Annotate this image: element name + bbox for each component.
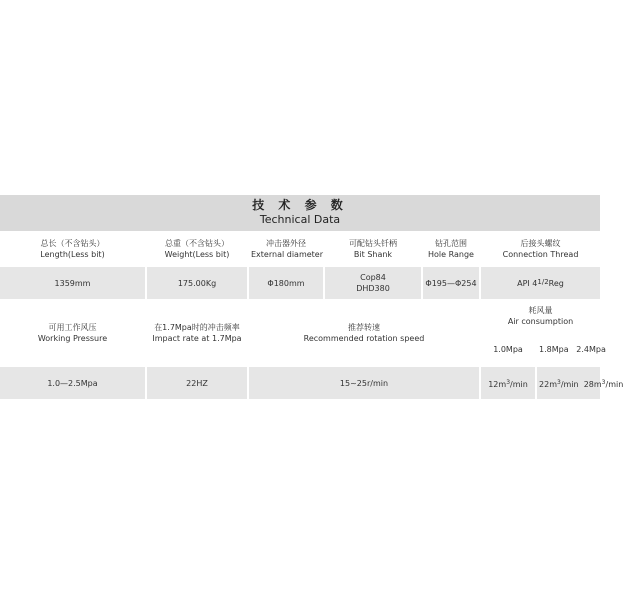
value-row-2 — [0, 366, 600, 400]
air-unit-3-prefix: m — [593, 379, 602, 389]
pressure-value: 1.0—2.5Mpa — [0, 366, 146, 400]
title-chinese: 技 术 参 数 — [252, 198, 348, 212]
air-unit-2-suffix: /min — [560, 379, 579, 389]
hole-range-value: Φ195—Φ254 — [422, 266, 480, 300]
impact-header — [146, 300, 248, 366]
air-value-3-number: 28 — [583, 379, 594, 389]
shank-value-2: DHD380 — [356, 284, 390, 293]
technical-data-table — [0, 232, 623, 401]
thread-header — [480, 232, 600, 266]
thread-suffix: Reg — [548, 279, 564, 288]
hole-range-label-en: Hole Range — [428, 249, 474, 259]
thread-fraction: 1/2 — [537, 278, 549, 286]
diameter-label-cn: 冲击器外径 — [266, 238, 306, 248]
title-banner — [0, 195, 600, 231]
thread-label-en: Connection Thread — [502, 249, 579, 259]
length-value: 1359mm — [0, 266, 146, 300]
air-label-en: Air consumption — [507, 317, 574, 326]
shank-label-cn: 可配钻头钎柄 — [349, 238, 397, 248]
air-value-1 — [480, 366, 536, 400]
header-row-1 — [0, 232, 600, 266]
air-value-1-number: 12 — [488, 379, 499, 389]
weight-label-en: Weight(Less bit) — [164, 249, 230, 259]
air-pressure-2: 1.8Mpa — [539, 344, 569, 354]
air-unit-1-suffix: /min — [510, 379, 528, 389]
shank-value — [324, 266, 422, 300]
rotation-label-en: Recommended rotation speed — [303, 334, 425, 343]
air-value-2-number: 22 — [539, 379, 550, 389]
air-unit-1-prefix: m — [498, 379, 507, 389]
air-pressure-2-3 — [536, 332, 606, 366]
thread-value — [480, 266, 600, 300]
pressure-header — [0, 300, 146, 366]
air-consumption-header — [480, 300, 600, 332]
air-unit-3-sup: 3 — [601, 378, 606, 386]
hole-range-label-cn: 钻孔范围 — [435, 238, 467, 248]
air-pressure-1: 1.0Mpa — [480, 332, 536, 366]
thread-label-cn: 后接头螺纹 — [520, 238, 561, 248]
air-pressure-3: 2.4Mpa — [576, 344, 606, 354]
air-value-2-3 — [536, 366, 623, 400]
diameter-value: Φ180mm — [248, 266, 324, 300]
length-header — [0, 232, 146, 266]
impact-label-en: Impact rate at 1.7Mpa — [152, 334, 242, 343]
rotation-label-cn: 推荐转速 — [348, 323, 380, 332]
length-label-cn: 总长（不含钻头） — [40, 238, 105, 248]
weight-label-cn: 总重（不含钻头） — [165, 238, 229, 248]
length-label-en: Length(Less bit) — [40, 249, 105, 259]
air-label-cn: 耗风量 — [528, 306, 553, 315]
rotation-value: 15~25r/min — [248, 366, 480, 400]
air-unit-3-suffix: /min — [605, 379, 623, 389]
diameter-header — [248, 232, 324, 266]
pressure-label-en: Working Pressure — [37, 334, 108, 343]
air-unit-2-sup: 3 — [556, 378, 561, 386]
value-row-1 — [0, 266, 600, 300]
hole-range-header — [422, 232, 480, 266]
thread-prefix: API 4 — [517, 279, 538, 288]
weight-value: 175.00Kg — [146, 266, 248, 300]
impact-value: 22HZ — [146, 366, 248, 400]
weight-header — [146, 232, 248, 266]
air-unit-1-sup: 3 — [506, 378, 511, 386]
rotation-header — [248, 300, 480, 366]
header-row-2a — [0, 300, 600, 332]
shank-label-en: Bit Shank — [353, 249, 393, 259]
pressure-label-cn: 可用工作风压 — [48, 323, 97, 332]
shank-header — [324, 232, 422, 266]
diameter-label-en: External diameter — [251, 249, 323, 259]
impact-label-cn: 在1.7Mpa时的冲击频率 — [154, 323, 240, 332]
title-english: Technical Data — [259, 213, 341, 226]
air-unit-2-prefix: m — [549, 379, 557, 389]
shank-value-1: Cop84 — [360, 273, 386, 282]
